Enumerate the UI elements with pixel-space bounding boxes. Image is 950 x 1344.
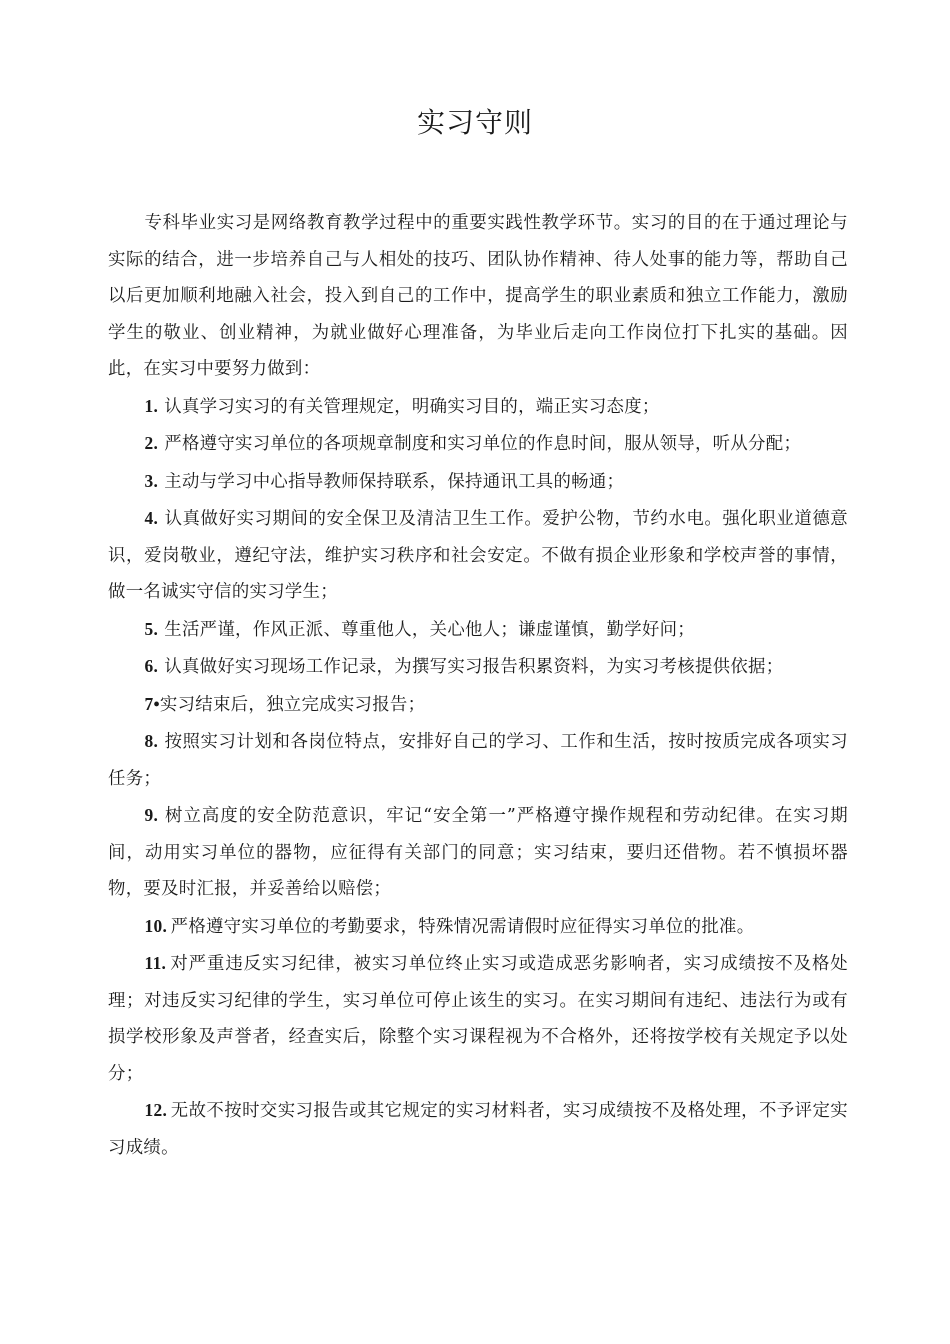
rule-text: 认真做好实习现场工作记录，为撰写实习报告积累资料，为实习考核提供依据；	[164, 657, 784, 677]
document-title: 实习守则	[416, 106, 533, 139]
rule-number: 5.	[144, 618, 159, 639]
rule-item-1	[108, 388, 848, 426]
rule-number: 2.	[144, 433, 159, 453]
rule-item-12	[108, 1092, 848, 1166]
rule-number: 10.	[144, 915, 168, 936]
document-body	[108, 205, 848, 1166]
rule-number: 9.	[144, 805, 159, 825]
rule-number: 8.	[144, 731, 159, 751]
rule-number: 11.	[144, 953, 167, 973]
rule-item-6	[108, 648, 848, 686]
rule-text: 生活严谨，作风正派、尊重他人，关心他人；谦虚谨慎，勤学好问；	[164, 619, 695, 640]
intro-paragraph: 专科毕业实习是网络教育教学过程中的重要实践性教学环节。实习的目的在于通过理论与实际的结合，进一步培养自己与人相处的技巧、团队协作精神、待人处事的能力等，帮助自己以后更加顺利地融入社会，投入到自己的工作中，提高学生的职业素质和独立工作能力，激励学生的敬业、创业精神，为就业做好心理准备，为毕业后走向工作岗位打下扎实的基础。因此，在实习中要努力做到：	[108, 213, 848, 379]
rule-number: 7•	[144, 693, 160, 714]
rule-item-11	[108, 945, 848, 1092]
rule-text: 严格遵守实习单位的考勤要求，特殊情况需请假时应征得实习单位的批准。	[170, 916, 755, 937]
rule-text: 认真学习实习的有关管理规定，明确实习目的，端正实习态度；	[164, 396, 660, 417]
rule-item-9	[108, 797, 848, 908]
rule-item-7	[108, 686, 848, 724]
rule-text: 认真做好实习期间的安全保卫及清洁卫生工作。爱护公物，节约水电。强化职业道德意识，爱岗敬业，遵纪守法，维护实习秩序和社会安定。不做有损企业形象和学校声誉的事情，做一名诚实守信的实习学生；	[108, 509, 848, 602]
rule-item-2	[108, 425, 848, 463]
rule-text: 树立高度的安全防范意识，牢记“安全第一”严格遵守操作规程和劳动纪律。在实习期间，动用实习单位的器物，应征得有关部门的同意；实习结束，要归还借物。若不慎损坏器物，要及时汇报，并妥善给以赔偿；	[108, 806, 848, 899]
rule-text: 严格遵守实习单位的各项规章制度和实习单位的作息时间，服从领导，听从分配；	[164, 434, 802, 454]
rule-text: 主动与学习中心指导教师保持联系，保持通讯工具的畅通；	[164, 471, 625, 492]
rule-text: 对严重违反实习纪律，被实习单位终止实习或造成恶劣影响者，实习成绩按不及格处理；对违反实习纪律的学生，实习单位可停止该生的实习。在实习期间有违纪、违法行为或有损学校形象及声誉者，经查实后，除整个实习课程视为不合格外，还将按学校有关规定予以处分；	[108, 954, 848, 1084]
rule-number: 4.	[144, 508, 159, 528]
rule-item-5	[108, 611, 848, 649]
rule-text: 无故不按时交实习报告或其它规定的实习材料者，实习成绩按不及格处理，不予评定实习成绩。	[108, 1101, 848, 1158]
rule-item-10	[108, 908, 848, 946]
rule-number: 12.	[144, 1100, 168, 1120]
rule-item-3	[108, 463, 848, 501]
rule-text: 实习结束后，独立完成实习报告；	[159, 694, 426, 715]
rule-number: 3.	[144, 470, 159, 491]
rule-number: 6.	[144, 656, 159, 676]
rule-text: 按照实习计划和各岗位特点，安排好自己的学习、工作和生活，按时按质完成各项实习任务；	[108, 732, 848, 789]
rule-item-8	[108, 723, 848, 797]
rule-number: 1.	[144, 395, 159, 416]
rule-item-4	[108, 500, 848, 611]
